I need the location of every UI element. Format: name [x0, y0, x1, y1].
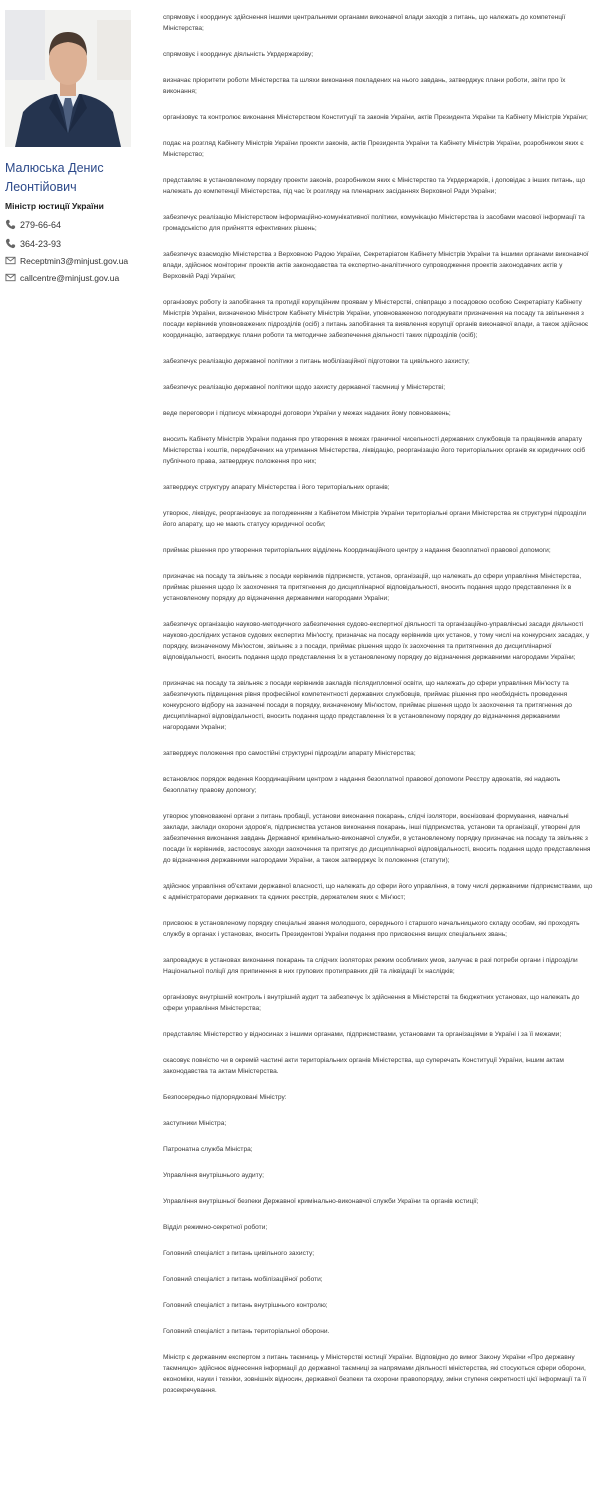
paragraph: запроваджує в установах виконання покарань та слідчих ізоляторах режим особливих умов, залучає в разі потреби органи і підрозділи Національної поліції для припинення в них групових протиправних дій та ліквідації їх наслідків; — [163, 957, 578, 975]
contact-phone-2[interactable] — [5, 238, 153, 249]
paragraph: здійснює управління об'єктами державної власності, що належать до сфери його управління, в тому числі державними підприємствами, що є адміністраторами державних та єдиних реєстрів, держателем яких є Мін'юст; — [163, 883, 593, 901]
responsibilities-text — [163, 12, 593, 1396]
portrait-image — [5, 10, 131, 147]
paragraph: веде переговори і підписує міжнародні договори України у межах наданих йому повноважень; — [163, 410, 451, 417]
list-item: заступники Міністра; — [163, 1120, 227, 1127]
paragraph: спрямовує і координує діяльність Укрдержархіву; — [163, 51, 314, 58]
name-line-1: Малюська Денис — [5, 161, 104, 175]
paragraph: призначає на посаду та звільняє з посади керівників підприємств, установ, організацій, що належать до сфери управління Міністерства, приймає рішення щодо їх заохочення та притягнення до дисциплінарної відповідальності, вносить подання щодо представлення їх в установленому порядку до відзначення державними нагородами України; — [163, 573, 582, 602]
mail-icon — [5, 255, 16, 266]
paragraph: приймає рішення про утворення територіальних відділень Координаційного центру з надання безоплатної правової допомоги; — [163, 547, 551, 554]
paragraph: забезпечує реалізацію Міністерством інформаційно-комунікативної політики, комунікацію Міністерства із засобами масової інформації та громадськістю для прийняття ефективних рішень; — [163, 214, 585, 232]
paragraph: скасовує повністю чи в окремій частині акти територіальних органів Міністерства, що суперечать Конституції України, іншим актам законодавства та актам Міністерства. — [163, 1057, 564, 1075]
paragraph: вносить Кабінету Міністрів України подання про утворення в межах граничної чисельності державних службовців та працівників апарату Міністерства і коштів, передбачених на утримання Міністерства, ліквідацію, реорганізацію його територіальних органів як юридичних осіб публічного права, затверджує положення про них; — [163, 436, 586, 465]
paragraph: організовує роботу із запобігання та протидії корупційним проявам у Міністерстві, співпрацю з посадовою особою Секретаріату Кабінету Міністрів України, визначеною Міністром Кабінету Міністрів України, уповноваженою погоджувати призначення на посаду та звільнення з посади керівників уповноважених підрозділів (осіб) з питань запобігання та виявлення корупції органів виконавчої влади, а також здійснює координацію, затверджує плани роботи та методичне забезпечення діяльності таких підрозділів (осіб); — [163, 299, 589, 339]
paragraph: затверджує структуру апарату Міністерства і його територіальних органів; — [163, 484, 390, 491]
paragraph: утворює уповноважені органи з питань пробації, установи виконання покарань, слідчі ізолятори, воєнізовані формування, навчальні заклади, заклади охорони здоров'я, підприємства установ виконання покарань, інші підприємства, установи та організації, утворені для забезпечення виконання завдань Державної кримінально-виконавчої служби, в установленому порядку призначає на посаду та звільняє з посади їх керівників, застосовує заходи заохочення та притягує до дисциплінарної відповідальності, вносить подання щодо представлення до відзначення державними нагородами України, а також затверджує їх положення (статути); — [163, 813, 591, 864]
profile-sidebar — [5, 10, 153, 283]
paragraph: затверджує положення про самостійні структурні підрозділи апарату Міністерства; — [163, 750, 416, 757]
contact-text: Receptmin3@minjust.gov.ua — [20, 255, 129, 266]
contact-text: 279-66-64 — [20, 219, 62, 230]
paragraph: утворює, ліквідує, реорганізовує за погодженням з Кабінетом Міністрів України територіальні органи Міністерства як структурні підрозділи його апарату, що не мають статусу юридичної особи; — [163, 510, 587, 528]
paragraph: забезпечує організацію науково-методичного забезпечення судово-експертної діяльності та організаційно-управлінські засади діяльності науково-дослідних установ судових експертиз Мін'юсту, призначає на посаду керівників цих установ, у тому числі на конкурсних засадах, у порядку, визначеному Мін'юстом, звільняє з з посади, приймає рішення щодо їх заохочення та притягнення до дисциплінарної відповідальності, вносить подання щодо представлення їх в установленому порядку до відзначення державними нагородами України; — [163, 621, 590, 661]
paragraph: забезпечує взаємодію Міністерства з Верховною Радою України, Секретаріатом Кабінету Міністрів України та іншими органами виконавчої влади, здійснює моніторинг проектів актів законодавства та експертно-аналітичного супроводження проектів законодавчих актів у Верховній Раді України; — [163, 251, 589, 280]
contact-email-1[interactable] — [5, 255, 153, 266]
paragraph: спрямовує і координує здійснення іншими центральними органами виконавчої влади заходів з питань, що належать до компетенції Міністерства; — [163, 14, 566, 32]
list-item: Головний спеціаліст з питань внутрішнього контролю; — [163, 1302, 328, 1309]
paragraph: забезпечує реалізацію державної політики з питань мобілізаційної підготовки та цивільного захисту; — [163, 358, 470, 365]
list-item: Відділ режимно-секретної роботи; — [163, 1224, 268, 1231]
contact-email-2[interactable] — [5, 272, 153, 283]
paragraph: забезпечує реалізацію державної політики щодо захисту державної таємниці у Міністерстві; — [163, 384, 446, 391]
paragraph: Міністр є державним експертом з питань таємниць у Міністерстві юстиції України. Відповідно до вимог Закону України «Про державну таємницю» здійснює віднесення інформації до державної таємниці за напрямами діяльності міністерства, які стосуються сфери оборони, економіки, науки і техніки, зовнішніх відносин, державної безпеки та охорони правопорядку, зміни ступеня секретності цієї інформації та її розсекречування. — [163, 1354, 587, 1394]
list-item: Головний спеціаліст з питань цивільного захисту; — [163, 1250, 315, 1257]
paragraph: визначає пріоритети роботи Міністерства та шляхи виконання покладених на нього завдань, затверджує плани роботи, звіти про їх виконання; — [163, 77, 566, 95]
contact-text: callcentre@minjust.gov.ua — [20, 272, 120, 283]
list-item: Управління внутрішньої безпеки Державної кримінально-виконавчої служби України та органів юстиції; — [163, 1198, 479, 1205]
paragraph: призначає на посаду та звільняє з посади керівників закладів післядипломної освіти, що належать до сфери управління Мін'юсту та забезпечують підвищення рівня професійної компетентності державних службовців, приймає рішення про необхідність проведення конкурсного відбору на зазначені посади в порядку, визначеному Мін'юстом, приймає рішення щодо їх заохочення та притягнення до дисциплінарної відповідальності, вносить подання щодо представлення їх в установленому порядку до відзначення державними нагородами України; — [163, 680, 572, 731]
contact-phone-1[interactable] — [5, 219, 153, 230]
phone-icon — [5, 238, 16, 249]
paragraph: представляє Міністерство у відносинах з іншими органами, підприємствами, установами та організаціями в Україні і за її межами; — [163, 1031, 562, 1038]
minister-name — [5, 159, 153, 197]
list-item: Патронатна служба Міністра; — [163, 1146, 253, 1153]
subordinates-heading: Безпосередньо підпорядковані Міністру: — [163, 1094, 287, 1101]
paragraph: представляє в установленому порядку проекти законів, розробником яких є Міністерство та Укрдержархів, і доповідає з інших питань, що належать до компетенції Міністерства, під час їх розгляду на пленарних засіданнях Верховної Ради України; — [163, 177, 586, 195]
paragraph: організовує внутрішній контроль і внутрішній аудит та забезпечує їх здійснення в Міністерстві та бюджетних установах, що належать до сфери управління Міністерства; — [163, 994, 580, 1012]
list-item: Управління внутрішнього аудиту; — [163, 1172, 264, 1179]
list-item: Головний спеціаліст з питань територіальної оборони. — [163, 1328, 330, 1335]
contact-text: 364-23-93 — [20, 238, 62, 249]
phone-icon — [5, 219, 16, 230]
name-line-2: Леонтійович — [5, 180, 77, 194]
minister-photo — [5, 10, 131, 147]
paragraph: присвоює в установленому порядку спеціальні звання молодшого, середнього і старшого начальницького складу особам, які проходять службу в органах і установах, вносить Президентові України подання про присвоєння вищих спеціальних звань; — [163, 920, 580, 938]
minister-position: Міністр юстиції України — [5, 201, 104, 211]
paragraph: встановлює порядок ведення Координаційним центром з надання безоплатної правової допомоги Реєстру адвокатів, які надають безоплатну правову допомогу; — [163, 776, 561, 794]
paragraph: організовує та контролює виконання Міністерством Конституції та законів України, актів Президента України та Кабінету Міністрів України; — [163, 114, 588, 121]
paragraph: подає на розгляд Кабінету Міністрів України проекти законів, актів Президента України та Кабінету Міністрів України, розробником яких є Міністерство; — [163, 140, 584, 158]
list-item: Головний спеціаліст з питань мобілізаційної роботи; — [163, 1276, 323, 1283]
mail-icon — [5, 272, 16, 283]
